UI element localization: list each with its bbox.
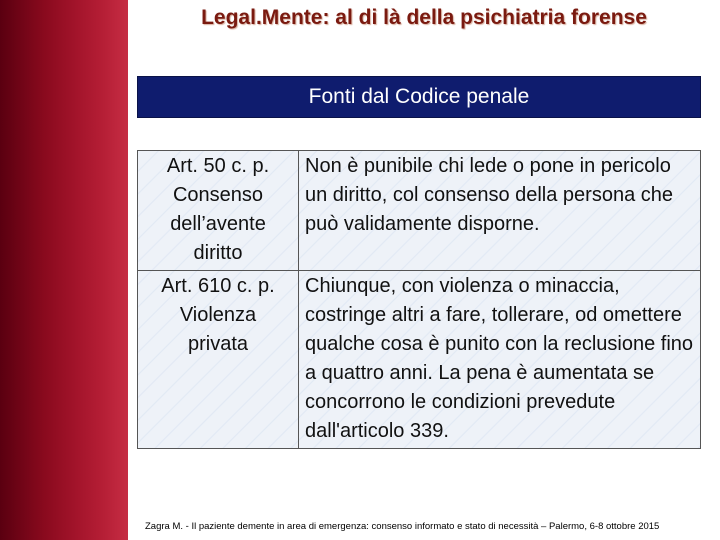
article-label-cell — [138, 271, 299, 449]
table-row — [138, 271, 701, 449]
sidebar-decoration — [0, 0, 128, 540]
article-label-line: Art. 610 c. p. — [161, 275, 275, 297]
article-text: Non è punibile chi lede o pone in pericolo un diritto, col consenso della persona che può validamente disporne. — [305, 155, 674, 235]
article-text: Chiunque, con violenza o minaccia, costringe altri a fare, tollerare, od omettere qualche cosa è punito con la reclusione fino a quattro anni. La pena è aumentata se concorrono le condizioni prevedute dall'articolo 339. — [305, 275, 694, 442]
article-label-line: Art. 50 c. p. — [166, 155, 270, 177]
article-label-line: privata — [187, 333, 249, 355]
article-text-cell — [299, 271, 701, 449]
table-row — [138, 151, 701, 271]
articles-table — [137, 150, 701, 449]
section-heading: Fonti dal Codice penale — [137, 76, 701, 118]
article-label-cell — [138, 151, 299, 271]
article-text-cell — [299, 151, 701, 271]
article-label-line: Violenza — [179, 304, 257, 326]
footer-citation: Zagra M. - Il paziente demente in area di emergenza: consenso informato e stato di necessità – Palermo, 6-8 ottobre 2015 — [145, 521, 660, 532]
article-label-line: diritto — [193, 242, 243, 264]
article-label-line: dell’avente — [170, 213, 266, 235]
slide-title: Legal.Mente: al di là della psichiatria forense — [201, 6, 647, 29]
article-label-line: Consenso — [172, 184, 264, 206]
